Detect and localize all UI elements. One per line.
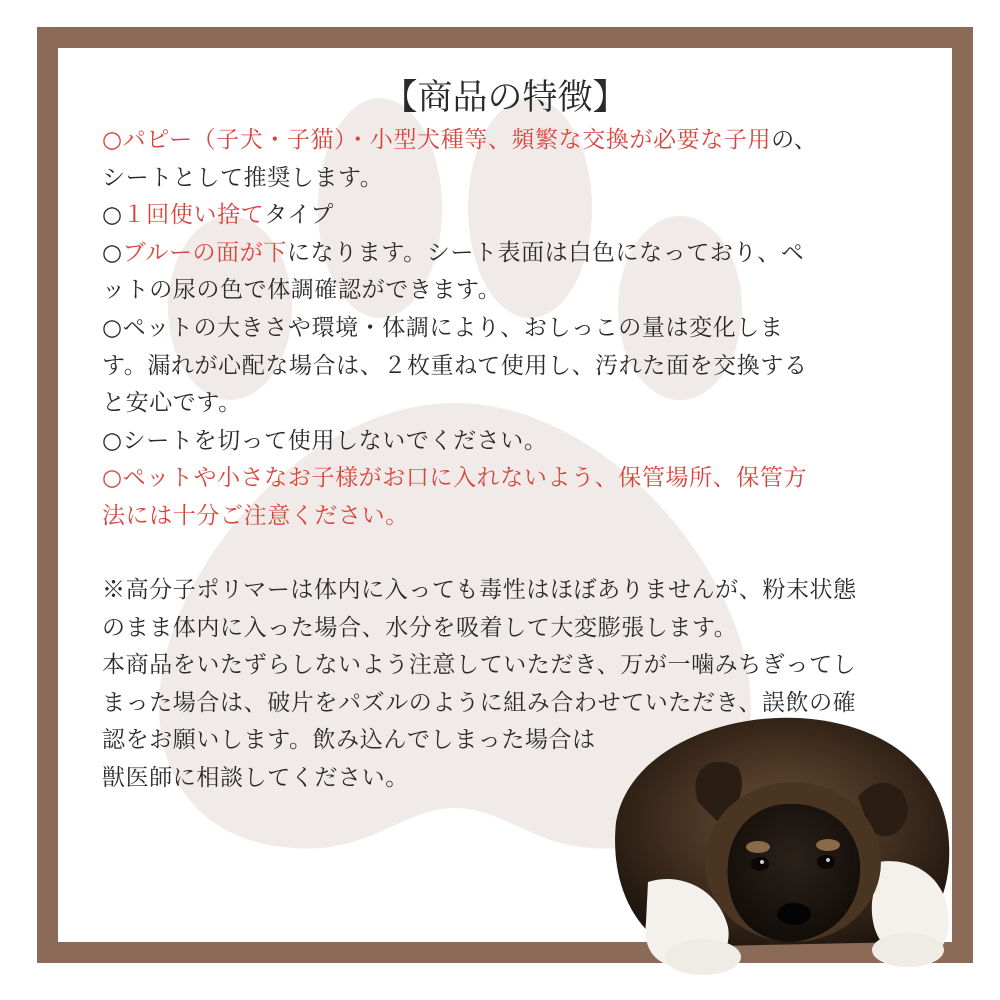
highlight-text: ○パピー（子犬・子猫）・小型犬種等、頻繁な交換が必要な子用 [102,127,772,153]
warning-line: 法には十分ご注意ください。 [102,502,409,529]
feature-line [102,197,918,235]
warning-line: ○ペットや小さなお子様がお口に入れないよう、保管場所、保管方 [102,465,808,492]
feature-line [102,235,918,273]
feature-line [102,122,918,160]
feature-line: と安心です。 [102,390,242,417]
feature-line: ○シートを切って使用しないでください。 [102,427,548,454]
note-line: 獣医師に相談してください。 [102,764,409,791]
feature-text: タイプ [264,202,334,229]
feature-line: シートとして推奨します。 [102,164,384,191]
note-line: 本商品をいたずらしないよう注意していただき、万が一噛みちぎってし [102,652,857,679]
puppy-image [608,712,958,982]
note-line: のまま体内に入った場合、水分を吸着して大変膨張します。 [102,614,738,641]
feature-line: す。漏れが心配な場合は、２枚重ねて使用し、汚れた面を交換する [102,352,808,379]
feature-text: になります。シート表面は白色になっており、ペ [286,239,805,266]
highlight-text: １回使い捨て [122,202,265,229]
feature-list [102,122,918,536]
bullet: ○ [102,239,123,266]
note-line: ※高分子ポリマーは体内に入っても毒性はほぼありませんが、粉末状態 [102,577,857,603]
note-line: 認をお願いします。飲み込んでしまった場合は [102,727,596,754]
note-line: まった場合は、破片をパズルのように組み合わせていただき、誤飲の確 [102,689,857,716]
feature-line: ○ペットの大きさや環境・体調により、おしっこの量は変化しま [102,314,784,341]
bullet: ○ [102,202,123,229]
page-title: 【商品の特徴】 [382,78,628,118]
feature-line: ットの尿の色で体調確認ができます。 [102,277,502,304]
highlight-text: ブルーの面が下 [122,239,287,266]
feature-text: の、 [771,127,818,153]
